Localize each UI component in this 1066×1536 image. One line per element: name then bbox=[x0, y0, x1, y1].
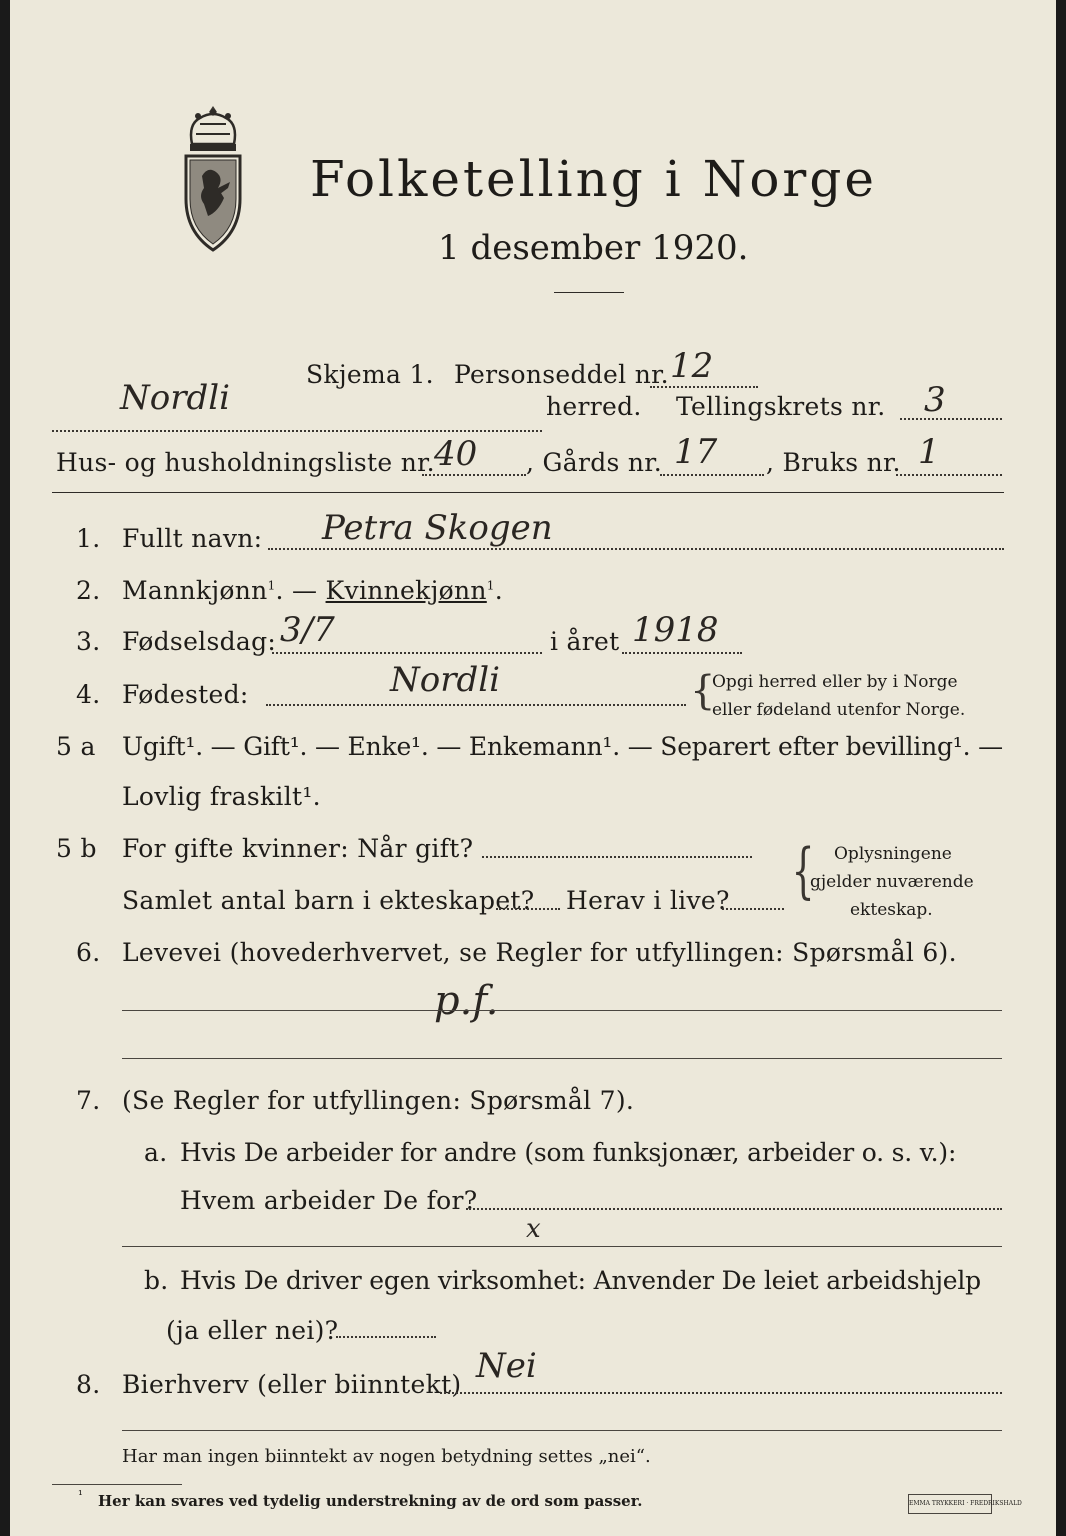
birthplace-note-line2: eller fødeland utenfor Norge. bbox=[712, 700, 966, 720]
footnote-mark: ¹ bbox=[78, 1488, 83, 1502]
footer-note: Har man ingen biinntekt av nogen betydning settes „nei“. bbox=[122, 1446, 651, 1467]
full-name-value: Petra Skogen bbox=[322, 508, 553, 548]
q7b-number: b. bbox=[144, 1266, 169, 1295]
q3-label: Fødselsdag: bbox=[122, 627, 277, 656]
coat-of-arms-icon bbox=[178, 104, 248, 254]
employer-value: x bbox=[526, 1214, 541, 1244]
tellingskrets-label: Tellingskrets nr. bbox=[676, 392, 886, 421]
title-divider bbox=[554, 292, 624, 293]
q7-number: 7. bbox=[76, 1086, 101, 1115]
birthplace-value: Nordli bbox=[390, 660, 500, 700]
q7a-number: a. bbox=[144, 1138, 168, 1167]
marriage-note-line3: ekteskap. bbox=[850, 900, 933, 920]
gender-options: Mannkjønn$^1$. — Kvinnekjønn$^1$. bbox=[122, 576, 503, 605]
side-income-label: Bierhverv (eller biinntekt) bbox=[122, 1370, 462, 1399]
printer-stamp: EMMA TRYKKERI · FREDRIKSHALD bbox=[908, 1494, 992, 1514]
marriage-note-line2: gjelder nuværende bbox=[810, 872, 974, 892]
q3-number: 3. bbox=[76, 627, 101, 656]
gender-female-underlined: Kvinnekjønn bbox=[325, 576, 487, 605]
employer-label: Hvem arbeider De for? bbox=[180, 1186, 478, 1215]
hired-help-label: (ja eller nei)? bbox=[166, 1316, 339, 1345]
skjema-label: Skjema 1. bbox=[306, 360, 434, 389]
gards-value: 17 bbox=[674, 432, 718, 472]
q8-number: 8. bbox=[76, 1370, 101, 1399]
married-when-label: For gifte kvinner: Når gift? bbox=[122, 834, 474, 863]
herred-value: Nordli bbox=[120, 378, 230, 418]
marital-status-options: Ugift¹. — Gift¹. — Enke¹. — Enkemann¹. — Separert efter bevilling¹. — bbox=[122, 732, 1003, 761]
birth-year-value: 1918 bbox=[632, 610, 719, 650]
q1-label: Fullt navn: bbox=[122, 524, 263, 553]
document-date: 1 desember 1920. bbox=[438, 228, 749, 268]
tellingskrets-value: 3 bbox=[924, 380, 946, 420]
q4-label: Fødested: bbox=[122, 680, 249, 709]
q7-label: (Se Regler for utfyllingen: Spørsmål 7). bbox=[122, 1086, 635, 1115]
document-title: Folketelling i Norge bbox=[310, 150, 877, 208]
hus-value: 40 bbox=[434, 434, 478, 474]
q2-number: 2. bbox=[76, 576, 101, 605]
occupation-value: p.f. bbox=[434, 978, 499, 1024]
children-total-label: Samlet antal barn i ekteskapet? bbox=[122, 886, 535, 915]
q5b-number: 5 b bbox=[56, 834, 97, 863]
hus-label: Hus- og husholdningsliste nr. bbox=[56, 448, 435, 477]
bruks-label: , Bruks nr. bbox=[766, 448, 901, 477]
q6-number: 6. bbox=[76, 938, 101, 967]
gards-label: , Gårds nr. bbox=[526, 448, 663, 477]
personseddel-value: 12 bbox=[670, 346, 714, 386]
herred-label: herred. bbox=[546, 392, 642, 421]
occupation-label: Levevei (hovederhvervet, se Regler for utfyllingen: Spørsmål 6). bbox=[122, 938, 957, 967]
birthday-value: 3/7 bbox=[280, 610, 335, 650]
header-rule bbox=[52, 492, 1004, 493]
q1-number: 1. bbox=[76, 524, 101, 553]
children-alive-label: Herav i live? bbox=[566, 886, 730, 915]
marital-status-divorced: Lovlig fraskilt¹. bbox=[122, 782, 321, 811]
footnote: Her kan svares ved tydelig understrekning av de ord som passer. bbox=[98, 1492, 643, 1510]
year-label: i året bbox=[550, 627, 620, 656]
census-form: Folketelling i Norge 1 desember 1920. Skjema 1. Personseddel nr. 12 Nordli herred. Tellingskrets nr. 3 Hus- og husholdningsliste nr. 40 , Gårds nr. 17 , Bruks nr. 1 1. Fullt navn: Petra Skogen 2. Mannkjønn$^1$. — Kvinnekjønn$^1$. 3. Fødselsdag: 3/7 i året 1918 4. Fødested: Nordli { Opgi herred eller by i Norge eller fødeland utenfor Norge. 5 a Ugift¹. — Gift¹. — Enke¹. — Enkemann¹. — Separert efter bevilling¹. — Lovlig fraskilt¹. 5 b For gifte kvinner: Når gift? Samlet antal barn i ekteskapet? Herav i live? { Oplysningene gjelder nuværende ekteskap. 6. Levevei (hovederhvervet, se Regler for utfyllingen: Spørsmål 6). p.f. 7. (Se Regler for utfyllingen: Spørsmål 7). a. Hvis De arbeider for andre (som funksjonær, arbeider o. s. v.): Hvem arbeider De for? x b. Hvis De driver egen virksomhet: Anvender De leiet arbeidshjelp (ja eller nei)? 8. Bierhverv (eller biinntekt) Nei Har man ingen biinntekt av nogen betydning settes „nei“. ¹ Her kan svares ved tydelig understrekning av de ord som passer. EMMA TRYKKERI · FREDRIKSHALD bbox=[10, 0, 1056, 1536]
personseddel-label: Personseddel nr. bbox=[454, 360, 669, 389]
q4-number: 4. bbox=[76, 680, 101, 709]
gender-male: Mannkjønn bbox=[122, 576, 268, 605]
q7a-line1: Hvis De arbeider for andre (som funksjonær, arbeider o. s. v.): bbox=[180, 1138, 957, 1167]
q5a-number: 5 a bbox=[56, 732, 96, 761]
side-income-value: Nei bbox=[476, 1346, 537, 1386]
q7b-line1: Hvis De driver egen virksomhet: Anvender De leiet arbeidshjelp bbox=[180, 1266, 981, 1295]
marriage-note-line1: Oplysningene bbox=[834, 844, 952, 864]
bruks-value: 1 bbox=[918, 432, 940, 472]
birthplace-note-line1: Opgi herred eller by i Norge bbox=[712, 672, 958, 692]
